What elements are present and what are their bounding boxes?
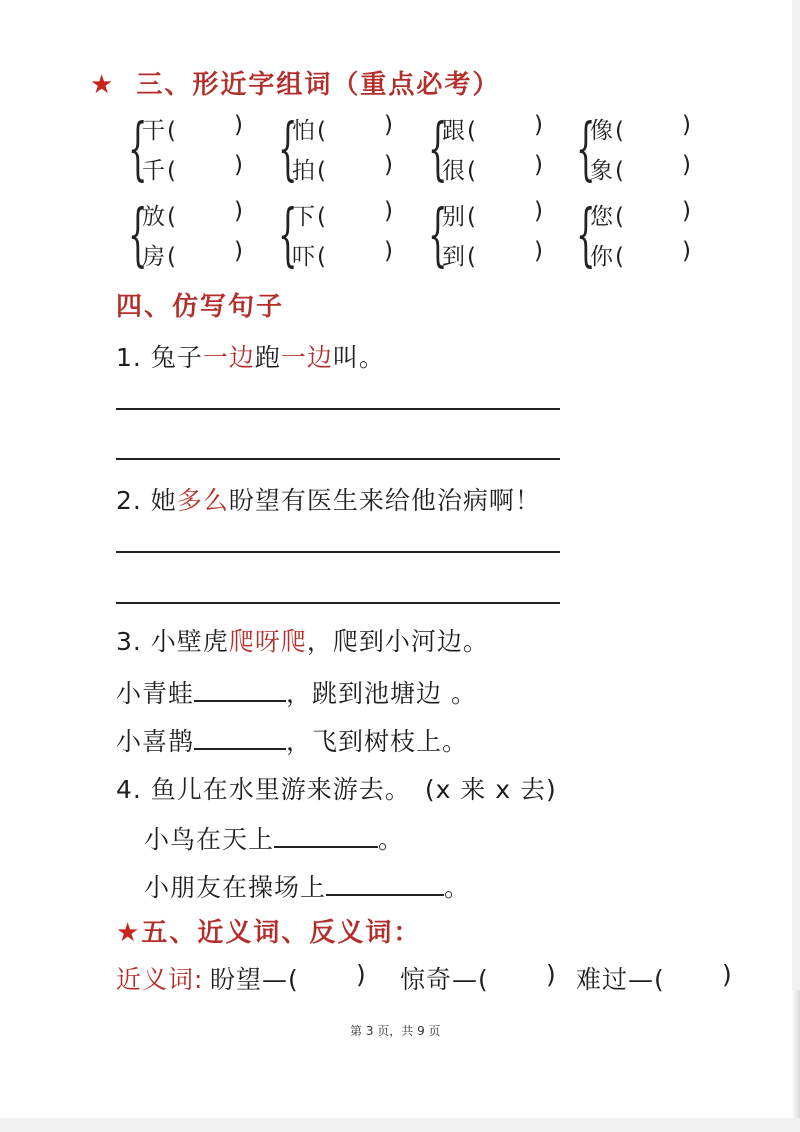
paren-open: ( <box>615 204 624 230</box>
paren-close: ) <box>384 112 393 138</box>
paren-close: ) <box>234 198 243 224</box>
pair-char-2: 象 <box>590 158 613 184</box>
char-pair <box>278 112 408 192</box>
char-pair <box>576 112 706 192</box>
q3-line2-prefix: 小青蛙 <box>116 679 195 708</box>
q4-line-3 <box>144 868 470 904</box>
q1-prefix: 1. 兔子 <box>116 343 203 372</box>
paren-open: ( <box>167 244 176 270</box>
synonyms-row <box>116 960 203 996</box>
paren-open: ( <box>467 204 476 230</box>
synonyms-label: 近义词: <box>116 965 204 994</box>
pair-char-2: 吓 <box>292 244 315 270</box>
q4-blank-1[interactable] <box>274 842 378 848</box>
paren-close: ) <box>682 238 691 264</box>
pair-char-1: 怕 <box>292 118 315 144</box>
pair-char-2: 房 <box>142 244 165 270</box>
star-icon: ★ <box>116 918 142 948</box>
synonym-item <box>576 960 665 996</box>
synonym-item <box>400 960 489 996</box>
q4-blank-2[interactable] <box>326 890 444 896</box>
brace-icon: { <box>428 110 448 189</box>
paren-close: ) <box>534 112 543 138</box>
paren-open: ( <box>615 118 624 144</box>
pair-char-1: 像 <box>590 118 613 144</box>
char-pair <box>128 198 258 278</box>
paren-open: ( <box>167 158 176 184</box>
paren-close: ) <box>534 238 543 264</box>
q4-line3-prefix: 小朋友在操场上 <box>144 873 327 902</box>
question-1 <box>116 338 385 374</box>
paren-open: ( <box>467 118 476 144</box>
pair-char-1: 下 <box>292 204 315 230</box>
brace-icon: { <box>576 110 596 189</box>
question-2 <box>116 481 541 517</box>
synonym-word: 盼望—( <box>210 965 299 994</box>
synonym-word: 难过—( <box>576 965 665 994</box>
q1-answer-line-1[interactable] <box>116 408 560 410</box>
paren-open: ( <box>317 118 326 144</box>
paren-close: ) <box>534 152 543 178</box>
char-pair <box>128 112 258 192</box>
q3-line3-suffix: ，飞到树枝上。 <box>286 727 469 756</box>
paren-open: ( <box>615 158 624 184</box>
q1-answer-line-2[interactable] <box>116 458 560 460</box>
q3-line3-prefix: 小喜鹊 <box>116 727 195 756</box>
brace-icon: { <box>278 110 298 189</box>
paren-close: ) <box>682 112 691 138</box>
char-pair <box>428 198 558 278</box>
paren-open: ( <box>317 158 326 184</box>
pair-char-2: 到 <box>442 244 465 270</box>
q1-highlight-1: 一边 <box>202 343 255 372</box>
brace-icon: { <box>128 196 148 275</box>
brace-icon: { <box>576 196 596 275</box>
section3-heading <box>90 64 500 101</box>
brace-icon: { <box>428 196 448 275</box>
question-4 <box>116 770 557 806</box>
section5-heading <box>116 912 421 949</box>
paren-close: ) <box>384 152 393 178</box>
q1-mid: 跑 <box>254 343 281 372</box>
paren-close: ) <box>234 112 243 138</box>
section3-title: 三、形近字组词（重点必考） <box>136 70 501 100</box>
paren-open: ( <box>467 158 476 184</box>
star-icon: ★ <box>90 70 116 100</box>
synonym-close: ) <box>546 960 557 989</box>
pair-char-2: 你 <box>590 244 613 270</box>
q3-suffix: ，爬到小河边。 <box>306 627 489 656</box>
q2-highlight: 多么 <box>176 486 229 515</box>
paren-close: ) <box>682 152 691 178</box>
pair-char-2: 千 <box>142 158 165 184</box>
synonym-close: ) <box>356 960 367 989</box>
synonym-close: ) <box>722 960 733 989</box>
paren-close: ) <box>534 198 543 224</box>
pair-char-2: 很 <box>442 158 465 184</box>
q2-answer-line-1[interactable] <box>116 551 560 553</box>
paren-close: ) <box>234 238 243 264</box>
paren-close: ) <box>682 198 691 224</box>
q3-blank-1[interactable] <box>194 696 286 702</box>
q4-line2-prefix: 小鸟在天上 <box>144 825 275 854</box>
paren-close: ) <box>234 152 243 178</box>
q4-text: 4. 鱼儿在水里游来游去。 <box>116 775 411 804</box>
q3-highlight: 爬呀爬 <box>228 627 307 656</box>
paren-open: ( <box>317 244 326 270</box>
synonym-item <box>210 960 299 996</box>
q3-blank-2[interactable] <box>194 744 286 750</box>
paren-open: ( <box>317 204 326 230</box>
q4-hint: (x 来 x 去) <box>424 775 557 804</box>
q1-highlight-2: 一边 <box>280 343 333 372</box>
q3-line-3 <box>116 722 468 758</box>
pair-char-1: 跟 <box>442 118 465 144</box>
pair-char-2: 拍 <box>292 158 315 184</box>
char-pair <box>278 198 408 278</box>
q4-line-2 <box>144 820 404 856</box>
pair-char-1: 您 <box>590 204 613 230</box>
char-pair <box>576 198 706 278</box>
section4-title: 四、仿写句子 <box>116 292 285 322</box>
q4-line2-suffix: 。 <box>378 825 405 854</box>
q2-answer-line-2[interactable] <box>116 602 560 604</box>
q2-suffix: 盼望有医生来给他治病啊！ <box>228 486 541 515</box>
synonym-word: 惊奇—( <box>400 965 489 994</box>
paren-open: ( <box>467 244 476 270</box>
q2-prefix: 2. 她 <box>116 486 177 515</box>
paren-open: ( <box>167 118 176 144</box>
section5-title: 五、近义词、反义词： <box>141 918 422 948</box>
page-footer: 第 3 页，共 9 页 <box>350 1024 441 1038</box>
paren-open: ( <box>167 204 176 230</box>
q3-line2-suffix: ，跳到池塘边 。 <box>286 679 477 708</box>
paren-close: ) <box>384 238 393 264</box>
brace-icon: { <box>278 196 298 275</box>
q3-prefix: 3. 小壁虎 <box>116 627 229 656</box>
paren-close: ) <box>384 198 393 224</box>
paren-open: ( <box>615 244 624 270</box>
char-pair <box>428 112 558 192</box>
q4-line3-suffix: 。 <box>444 873 471 902</box>
q1-suffix: 叫。 <box>332 343 385 372</box>
brace-icon: { <box>128 110 148 189</box>
pair-char-1: 干 <box>142 118 165 144</box>
question-3 <box>116 622 489 658</box>
q3-line-2 <box>116 674 477 710</box>
pair-char-1: 别 <box>442 204 465 230</box>
pair-char-1: 放 <box>142 204 165 230</box>
page-edge <box>792 990 800 1118</box>
